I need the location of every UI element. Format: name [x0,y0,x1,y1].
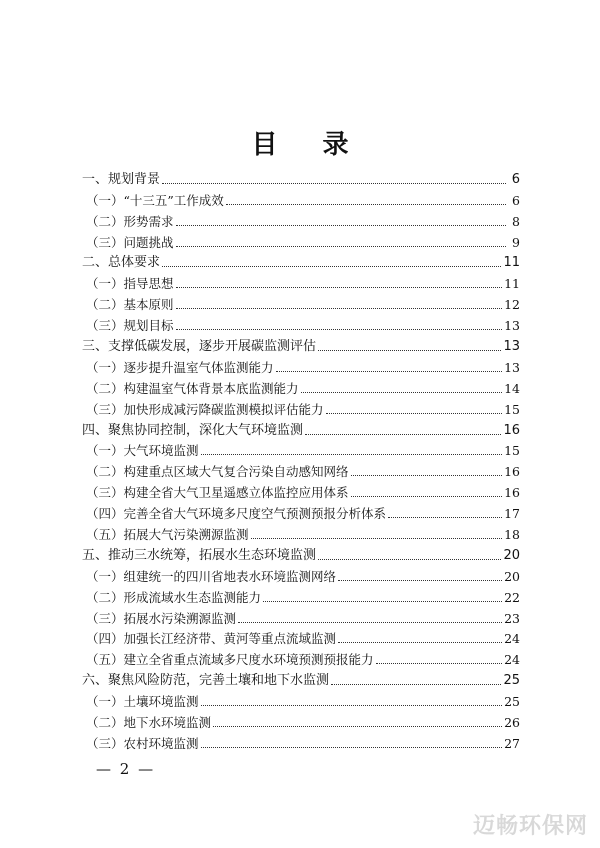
dot-leader [318,559,501,560]
toc-entry-page: 22 [504,589,520,605]
toc-entry-page: 13 [503,339,520,355]
toc-entry-page: 27 [504,735,520,751]
toc-chapter-entry[interactable] [82,250,520,271]
toc-section-entry[interactable] [82,229,520,250]
toc-section-entry[interactable] [82,438,520,459]
dot-leader [338,642,502,643]
toc-entry-page: 16 [503,422,520,438]
dot-leader [238,622,502,623]
toc-section-entry[interactable] [82,688,520,709]
toc-entry-label: （二）形成流域水生态监测能力 [86,589,262,605]
toc-entry-label: 五、推动三水统筹，拓展水生态环境监测 [82,547,317,563]
toc-entry-page: 17 [504,506,520,522]
dot-leader [326,413,503,414]
toc-entry-page: 6 [512,192,520,208]
toc-entry-label: （三）构建全省大气卫星遥感立体监控应用体系 [86,485,349,501]
toc-entry-page: 24 [504,652,520,668]
toc-entry-label: 六、聚焦风险防范，完善土壤和地下水监测 [82,673,330,689]
dot-leader [213,726,502,727]
toc-section-entry[interactable] [82,584,520,605]
toc-chapter-entry[interactable] [82,333,520,354]
toc-section-entry[interactable] [82,605,520,626]
toc-entry-page: 20 [504,568,520,584]
toc-entry-label: （二）基本原则 [86,297,174,313]
toc-entry-page: 11 [503,255,520,271]
toc-section-entry[interactable] [82,187,520,208]
toc-entry-page: 23 [504,610,520,626]
toc-entry-page: 12 [504,297,520,313]
toc-entry-page: 20 [503,547,520,563]
dot-leader [331,684,501,685]
toc-title: 目 录 [251,130,367,160]
toc-section-entry[interactable] [82,375,520,396]
toc-chapter-entry[interactable] [82,667,520,688]
dot-leader [301,392,503,393]
toc-entry-page: 13 [504,318,520,334]
toc-entry-label: （二）地下水环境监测 [86,715,212,731]
dot-leader [201,705,503,706]
toc-entry-label: （一）大气环境监测 [86,443,199,459]
toc-entry-label: （三）加快形成减污降碳监测模拟评估能力 [86,401,324,417]
toc-entry-label: 四、聚焦协同控制，深化大气环境监测 [82,422,304,438]
toc-section-entry[interactable] [82,500,520,521]
dot-leader [176,308,503,309]
toc-chapter-entry[interactable] [82,166,520,187]
toc-entry-page: 16 [504,464,520,480]
toc-entry-page: 11 [504,276,520,292]
toc-section-entry[interactable] [82,730,520,751]
toc-entry-label: （五）建立全省重点流域多尺度水环境预测预报能力 [86,652,374,668]
dot-leader [276,371,503,372]
toc-entry-page: 13 [504,359,520,375]
toc-entry-page: 15 [504,401,520,417]
watermark: 迈畅环保网 [472,814,588,839]
toc-entry-page: 6 [511,171,520,187]
toc-entry-label: （一）指导思想 [86,276,174,292]
toc-entry-label: （一）组建统一的四川省地表水环境监测网络 [86,568,337,584]
toc-section-entry[interactable] [82,646,520,667]
toc-section-entry[interactable] [82,521,520,542]
toc-section-entry[interactable] [82,479,520,500]
dot-leader [251,538,503,539]
toc-entry-label: 二、总体要求 [82,255,161,271]
toc-entry-label: （三）农村环境监测 [86,735,199,751]
toc-entry-page: 15 [504,443,520,459]
dot-leader [201,454,503,455]
dot-leader [351,475,503,476]
toc-entry-label: （三）拓展水污染溯源监测 [86,610,237,626]
toc-entry-page: 16 [504,485,520,501]
toc-section-entry[interactable] [82,396,520,417]
toc-section-entry[interactable] [82,291,520,312]
dot-leader [162,183,506,184]
toc-entry-label: （一）土壤环境监测 [86,694,199,710]
toc-entry-page: 9 [512,234,520,250]
toc-section-entry[interactable] [82,458,520,479]
toc-chapter-entry[interactable] [82,417,520,438]
dot-leader [338,580,502,581]
toc-entry-label: （二）构建重点区域大气复合污染自动感知网络 [86,464,349,480]
toc-section-entry[interactable] [82,354,520,375]
toc-entry-page: 25 [503,673,520,689]
toc-section-entry[interactable] [82,563,520,584]
toc-section-entry[interactable] [82,208,520,229]
table-of-contents [82,166,520,751]
toc-entry-page: 25 [504,694,520,710]
dot-leader [263,601,502,602]
toc-section-entry[interactable] [82,709,520,730]
dot-leader [226,204,506,205]
dot-leader [176,225,506,226]
toc-section-entry[interactable] [82,626,520,647]
toc-entry-label: （三）规划目标 [86,318,174,334]
toc-entry-page: 26 [504,715,520,731]
page-number: — 2 — [96,760,156,778]
dot-leader [176,246,506,247]
toc-entry-label: 三、支撑低碳发展，逐步开展碳监测评估 [82,339,317,355]
dot-leader [388,517,502,518]
toc-entry-label: （三）问题挑战 [86,234,174,250]
toc-entry-page: 8 [512,213,520,229]
toc-entry-label: （五）拓展大气污染溯源监测 [86,527,249,543]
toc-entry-page: 24 [504,631,520,647]
dot-leader [176,329,503,330]
toc-entry-page: 18 [504,527,520,543]
toc-entry-label: （四）完善全省大气环境多尺度空气预测预报分析体系 [86,506,387,522]
dot-leader [162,266,501,267]
toc-entry-label: （二）构建温室气体背景本底监测能力 [86,380,299,396]
toc-entry-label: （一）“十三五”工作成效 [86,192,224,208]
toc-entry-page: 14 [504,380,520,396]
toc-entry-label: （四）加强长江经济带、黄河等重点流域监测 [86,631,337,647]
dot-leader [176,287,503,288]
toc-section-entry[interactable] [82,312,520,333]
dot-leader [376,663,503,664]
toc-entry-label: 一、规划背景 [82,171,161,187]
toc-section-entry[interactable] [82,270,520,291]
toc-chapter-entry[interactable] [82,542,520,563]
dot-leader [201,747,503,748]
dot-leader [351,496,503,497]
dot-leader [305,434,501,435]
toc-entry-label: （一）逐步提升温室气体监测能力 [86,359,274,375]
dot-leader [318,350,501,351]
toc-entry-label: （二）形势需求 [86,213,174,229]
